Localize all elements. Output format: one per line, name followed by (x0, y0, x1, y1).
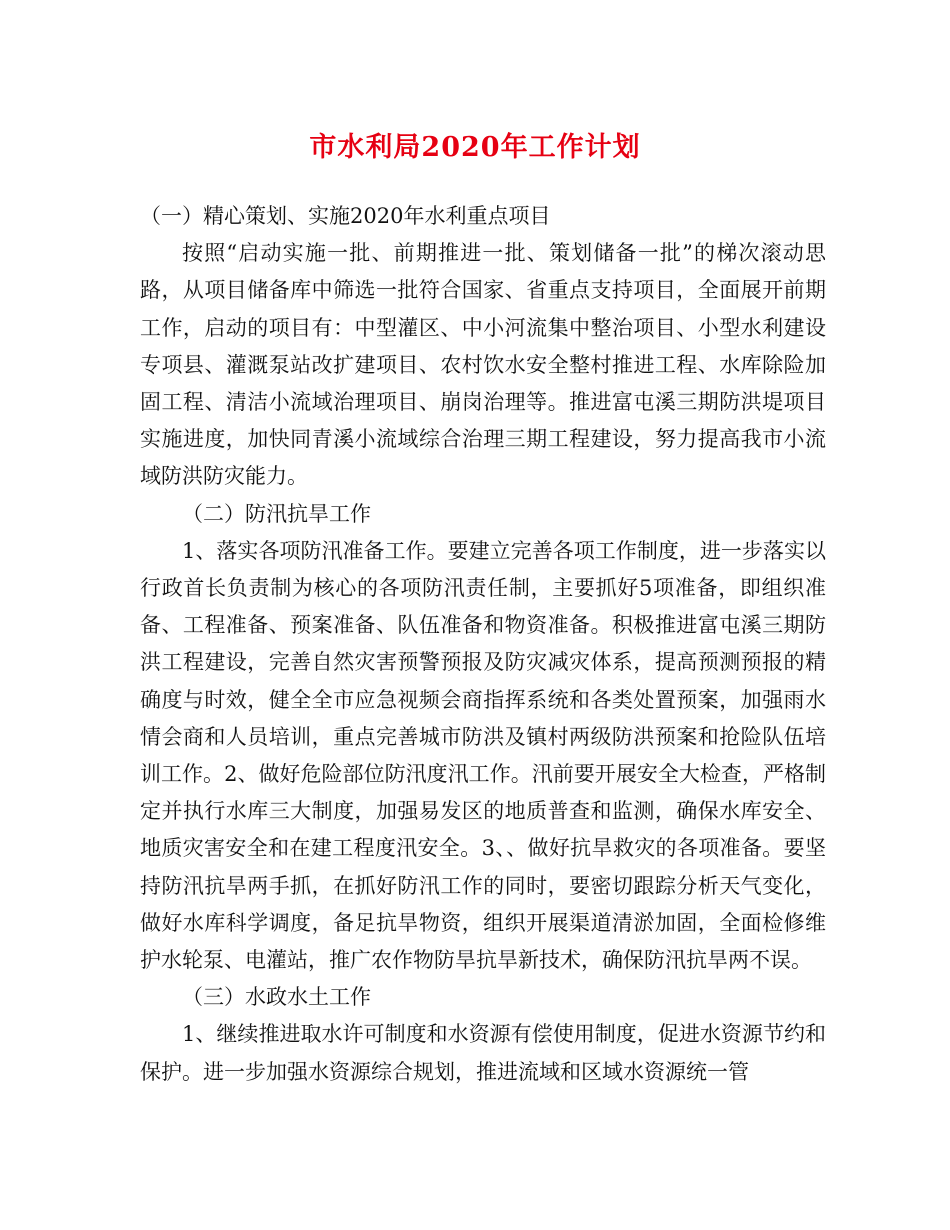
section-paragraph-1: 按照“启动实施一批、前期推进一批、策划储备一批”的梯次滚动思路，从项目储备库中筛选一批符合国家、省重点支持项目，全面展开前期工作，启动的项目有：中型灌区、中小河流集中整治项目、小型水利建设专项县、灌溉泵站改扩建项目、农村饮水安全整村推进工程、水库除险加固工程、清洁小流域治理项目、崩岗治理等。推进富屯溪三期防洪堤项目实施进度，加快同青溪小流域综合治理三期工程建设，努力提高我市小流域防洪防灾能力。 (140, 241, 826, 489)
section-heading-1: （一）精心策划、实施2020年水利重点项目 (140, 204, 551, 228)
section-heading-3: （三）水政水土工作 (182, 985, 371, 1010)
section-paragraph-3: 1、继续推进取水许可制度和水资源有偿使用制度，促进水资源节约和保护。进一步加强水资源综合规划，推进流域和区域水资源统一管 (140, 1022, 826, 1084)
section-paragraph-2: 1、落实各项防汛准备工作。要建立完善各项工作制度，进一步落实以行政首长负责制为核心的各项防汛责任制，主要抓好5项准备，即组织准备、工程准备、预案准备、队伍准备和物资准备。积极推进富屯溪三期防洪工程建设，完善自然灾害预警预报及防灾减灾体系，提高预测预报的精确度与时效，健全全市应急视频会商指挥系统和各类处置预案，加强雨水情会商和人员培训，重点完善城市防洪及镇村两级防洪预案和抢险队伍培训工作。2、做好危险部位防汛度汛工作。汛前要开展安全大检查，严格制定并执行水库三大制度，加强易发区的地质普查和监测，确保水库安全、地质灾害安全和在建工程度汛安全。3、、做好抗旱救灾的各项准备。要坚持防汛抗旱两手抓，在抓好防汛工作的同时，要密切跟踪分析天气变化，做好水库科学调度，备足抗旱物资，组织开展渠道清淤加固，全面检修维护水轮泵、电灌站，推广农作物防旱抗旱新技术，确保防汛抗旱两不误。 (140, 538, 826, 973)
document-body (140, 198, 826, 1091)
section-heading-2: （二）防汛抗旱工作 (182, 501, 371, 526)
document-title: 市水利局2020年工作计划 (309, 132, 641, 163)
